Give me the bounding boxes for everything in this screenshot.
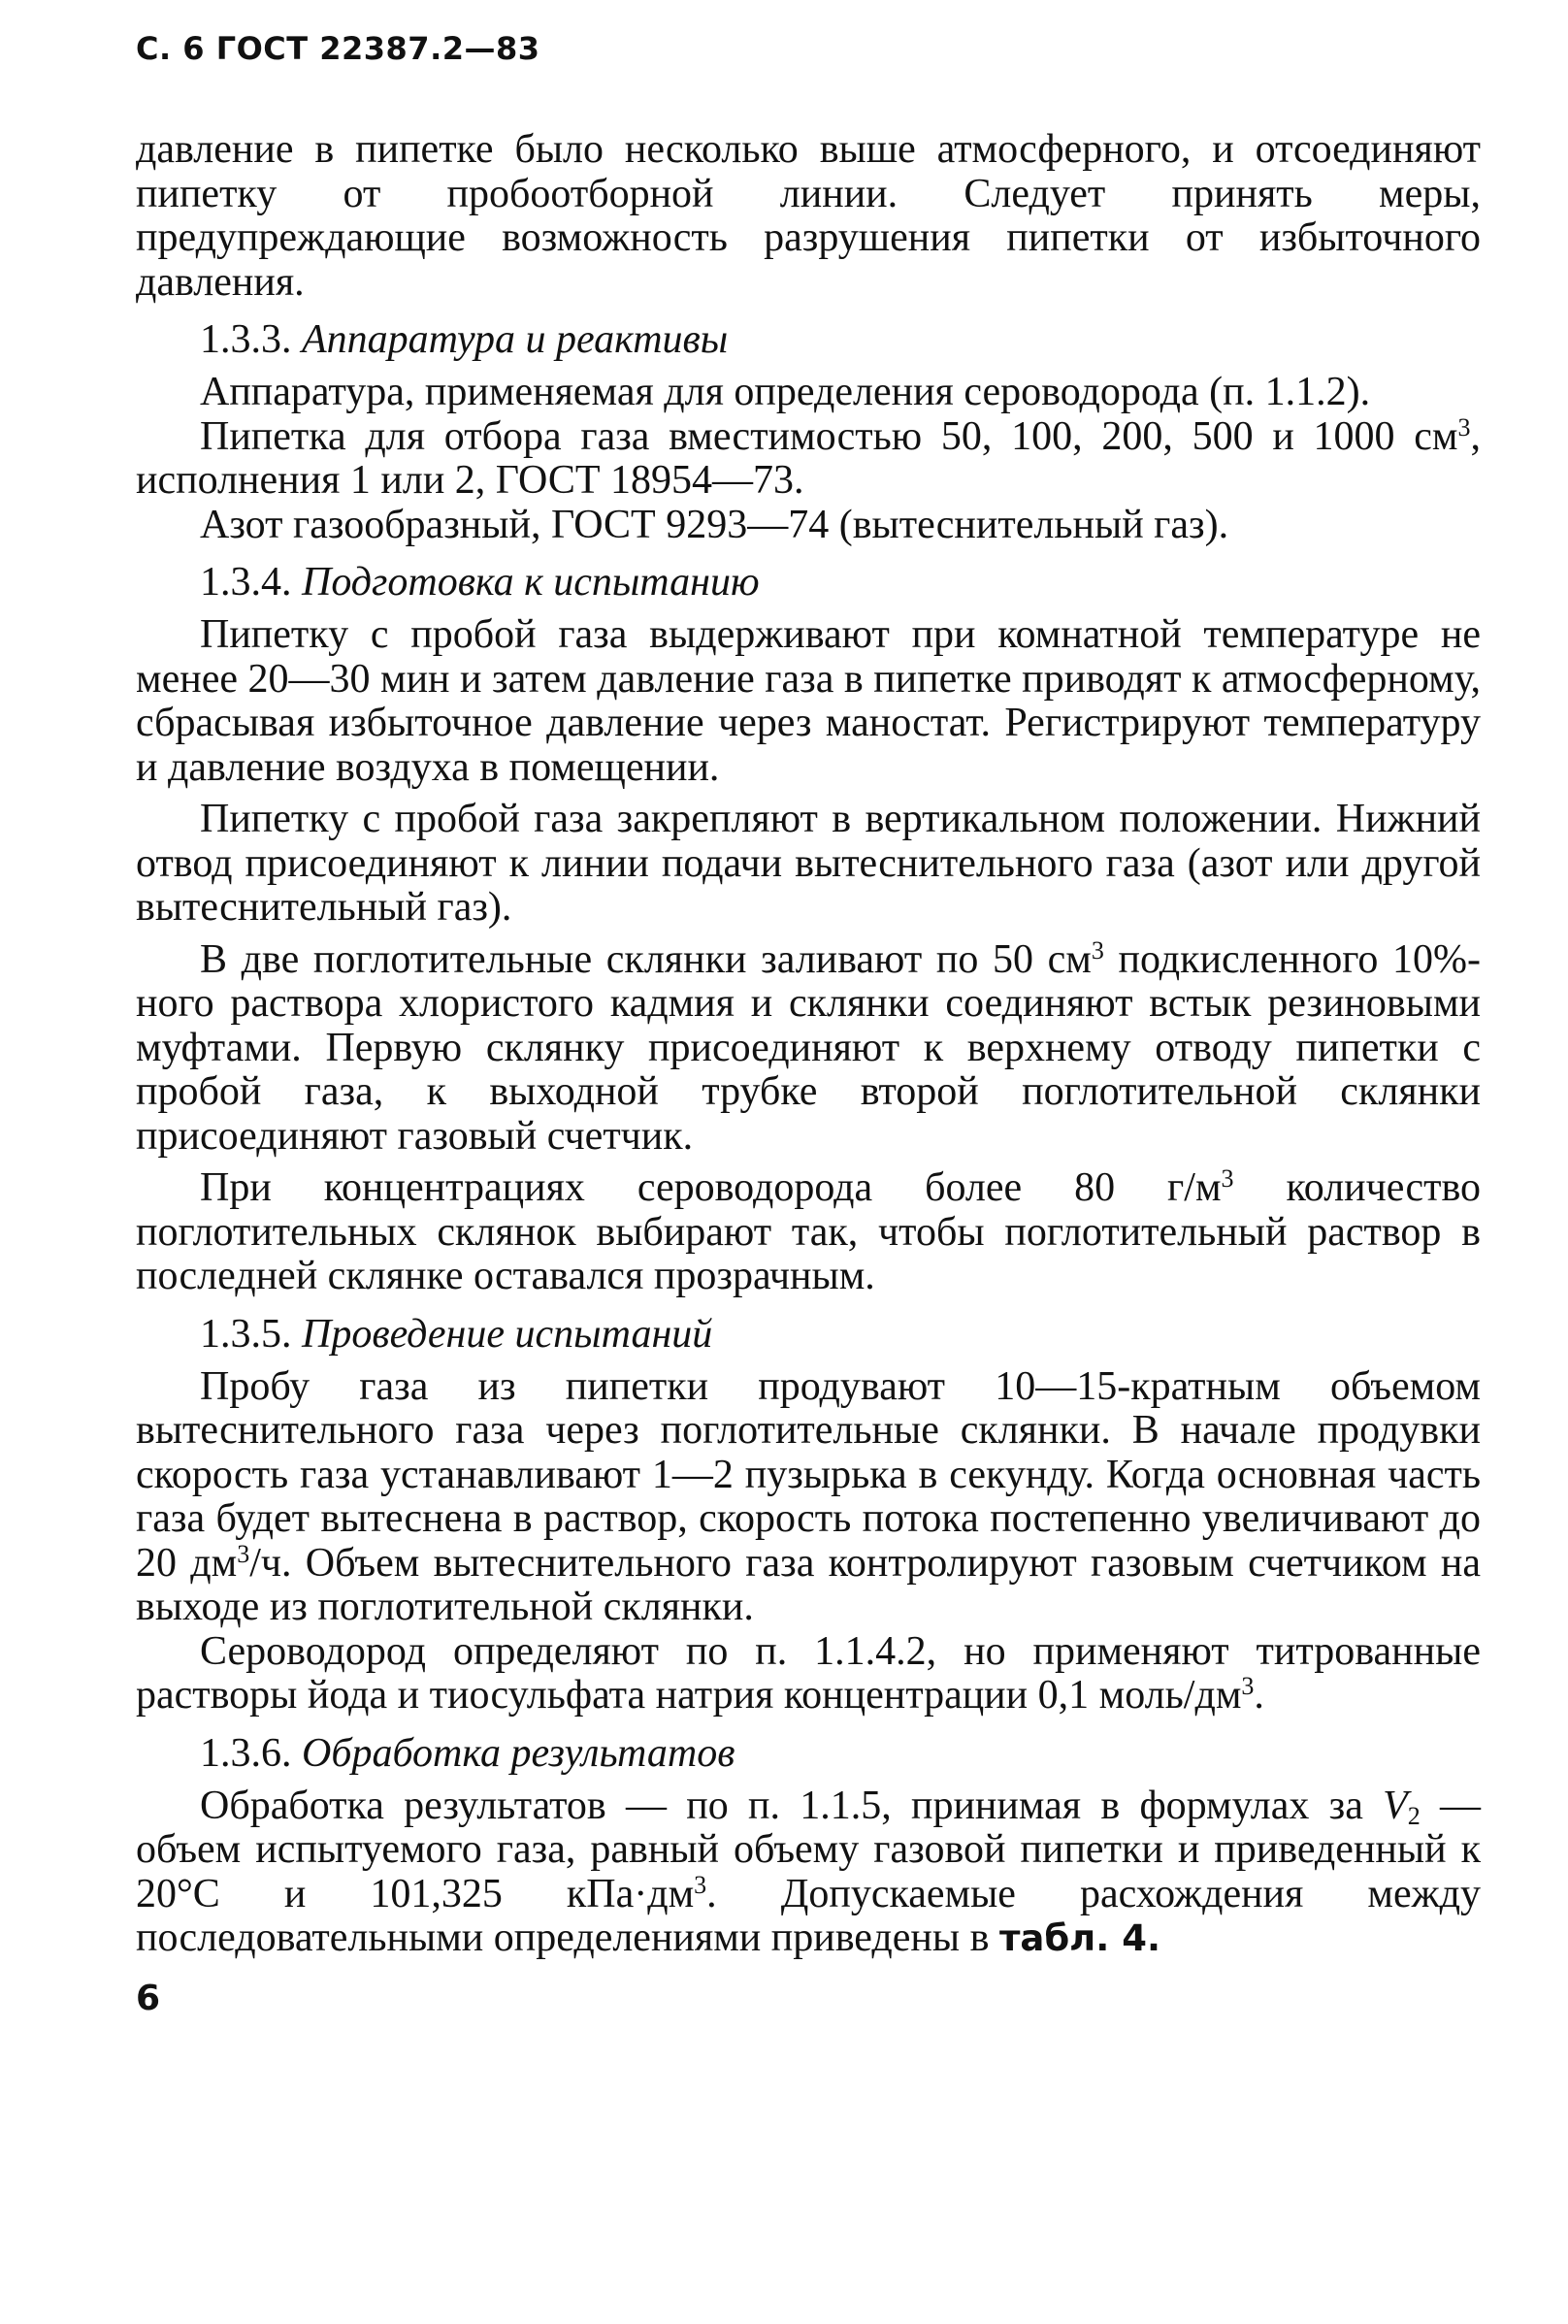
paragraph: Пипетку с пробой газа закрепляют в вертикальном положении. Нижний отвод присоединяют к линии подачи вытеснительного газа (азот или другой вытеснительный газ). xyxy=(136,797,1481,930)
section-title: Аппаратура и реактивы xyxy=(302,317,729,362)
paragraph-intro: давление в пипетке было несколько выше атмосферного, и отсоединяют пипетку от пробоотборной линии. Следует принять меры, предупреждающие возможность разрушения пипетки от избыточного давления. xyxy=(136,127,1481,305)
paragraph: Азот газообразный, ГОСТ 9293—74 (вытеснительный газ). xyxy=(200,502,1229,547)
section-heading-1-3-6 xyxy=(136,1730,1481,1777)
section-number: 1.3.3. xyxy=(200,317,292,362)
paragraph: Пипетку с пробой газа выдерживают при комнатной температуре не менее 20—30 мин и затем давление газа в пипетке приводят к атмосферному, сбрасывая избыточное давление через маностат. Регистрируют температуру и давление воздуха в помещении. xyxy=(136,612,1481,790)
running-head: С. 6 ГОСТ 22387.2—83 xyxy=(136,30,540,67)
paragraph: Пробу газа из пипетки продувают 10—15-кратным объемом вытеснительного газа через поглотительные склянки. В начале продувки скорость газа устанавливают 1—2 пузырька в секунду. Когда основная часть газа будет вытеснена в раствор, скорость потока постепенно увеличивают до 20 $дм^3/ч$. Объем вытеснительного газа контролируют газовым счетчиком на выходе из поглотительной склянки. xyxy=(136,1363,1482,1629)
paragraph: Аппаратура, применяемая для определения сероводорода (п. 1.1.2). xyxy=(200,370,1371,414)
section-title: Обработка результатов xyxy=(302,1730,735,1776)
section-heading-1-3-3 xyxy=(136,316,1481,363)
section-heading-1-3-5 xyxy=(136,1311,1481,1358)
paragraph: Сероводород определяют по п. 1.1.4.2, но применяют титрованные растворы йода и тиосульфата натрия концентрации 0,1 моль/$дм^3$. xyxy=(136,1628,1481,1718)
paragraph: При концентрациях сероводорода более 80 $г/м^3$ количество поглотительных склянок выбирают так, чтобы поглотительный раствор в последней склянке оставался прозрачным. xyxy=(136,1164,1481,1298)
page-number: 6 xyxy=(136,1978,161,2018)
section-number: 1.3.5. xyxy=(200,1311,292,1357)
section-number: 1.3.6. xyxy=(200,1730,292,1776)
table-reference: табл. 4. xyxy=(998,1917,1161,1959)
section-heading-1-3-4 xyxy=(136,559,1481,606)
section-title: Подготовка к испытанию xyxy=(302,560,760,605)
section-title: Проведение испытаний xyxy=(302,1311,713,1357)
paragraph: Обработка результатов — по п. 1.1.5, принимая в формулах за $V_2$ — объем испытуемого газа, равный объему газовой пипетки и приведенный к 20°С и 101,325 $кПа\cdot дм^3$. Допускаемые расхождения между последовательными определениями приведены в табл. 4. xyxy=(136,1783,1481,1960)
section-number: 1.3.4. xyxy=(200,560,292,605)
paragraph: В две поглотительные склянки заливают по 50 $см^3$ подкисленного 10%-ного раствора хлористого кадмия и склянки соединяют встык резиновыми муфтами. Первую склянку присоединяют к верхнему отводу пипетки с пробой газа, к выходной трубке второй поглотительной склянки присоединяют газовый счетчик. xyxy=(136,935,1482,1159)
paragraph: Пипетка для отбора газа вместимостью 50, 100, 200, 500 и 1000 $см^3$, исполнения 1 или 2, ГОСТ 18954—73. xyxy=(136,412,1481,503)
